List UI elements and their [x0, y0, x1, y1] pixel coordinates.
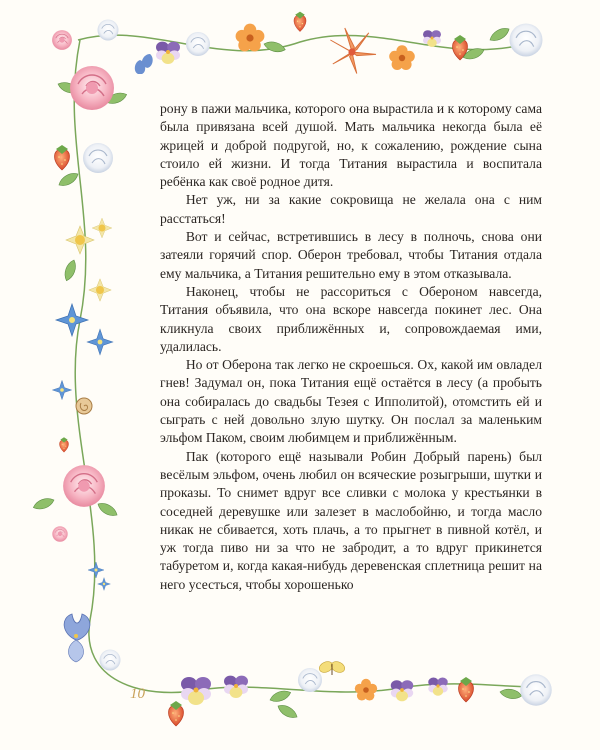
bottom-border-flowers	[168, 660, 551, 726]
strawberry-icon	[54, 145, 69, 170]
strawberry-icon	[168, 701, 183, 726]
bluebell-icon	[135, 52, 155, 74]
pansy-icon	[181, 677, 211, 705]
daffodil-icon	[62, 218, 112, 282]
paragraph: Пак (которого ещё называли Робин Добрый парень) был весёлым эльфом, очень любил он всяческие розыгрыши, шутки и проказы. То снимет вдруг все сливки с молока у крестьянки в соседней деревушке или залезет в маслобойню, и тогда масло никак не сбивается, хоть плачь, а то прыгнет в пивной котёл, и уж тогда пиво ни за что не забродит, а то вдруг прикинется табуретом и, когда какая-нибудь деревенская сплетница решит на него усесться, чтобы хорошенько	[160, 448, 542, 592]
paragraph: Наконец, чтобы не рассориться с Обероном навсегда, Титания объявила, что она вскоре навсегда покинет лес. Она кликнула своих приближённых и, сопровождаемая ими, удалилась.	[160, 283, 542, 354]
iris-icon	[64, 614, 90, 662]
rose-icon	[32, 465, 120, 519]
left-border-flowers	[32, 143, 121, 671]
pansy-icon	[156, 42, 180, 64]
butterfly-icon	[318, 660, 347, 675]
page-number: 10	[130, 686, 145, 702]
white-rose-icon	[520, 674, 552, 706]
story-text	[160, 100, 542, 594]
rose-icon	[56, 66, 128, 110]
paragraph: Нет уж, ни за какие сокровища не желала она с ним расстаться!	[160, 192, 542, 226]
white-rose-icon	[510, 24, 543, 57]
blue-flower-icon	[56, 304, 88, 336]
top-border-flowers	[52, 12, 542, 110]
snail-icon	[76, 398, 92, 414]
paragraph: Но от Оберона так легко не скроешься. Ох, какой им овладел гнев! Задумал он, пока Титания ещё остаётся в лесу (а пробыть она собиралась до свадьбы Тезея с Ипполитой), отомстить ей и сыграть с ней довольно злую шутку. Он послал за маленьким эльфом Паком, своим любимцем и приближённым.	[160, 357, 542, 446]
paragraph: рону в пажи мальчика, которого она вырастила и к которому сама была привязана всей душой. Мать мальчика некогда была её жрицей и доброй подругой, но, к сожалению, рождение сына стоило ей жизни. И тогда Титания вырастила и воспитала ребёнка как своё родное дитя.	[160, 101, 542, 190]
paragraph: Вот и сейчас, встретившись в лесу в полночь, снова они затеяли горячий спор. Оберон требовал, чтобы Титания отдала ему мальчика, а Титания решительно ему в этом отказывала.	[160, 229, 542, 281]
